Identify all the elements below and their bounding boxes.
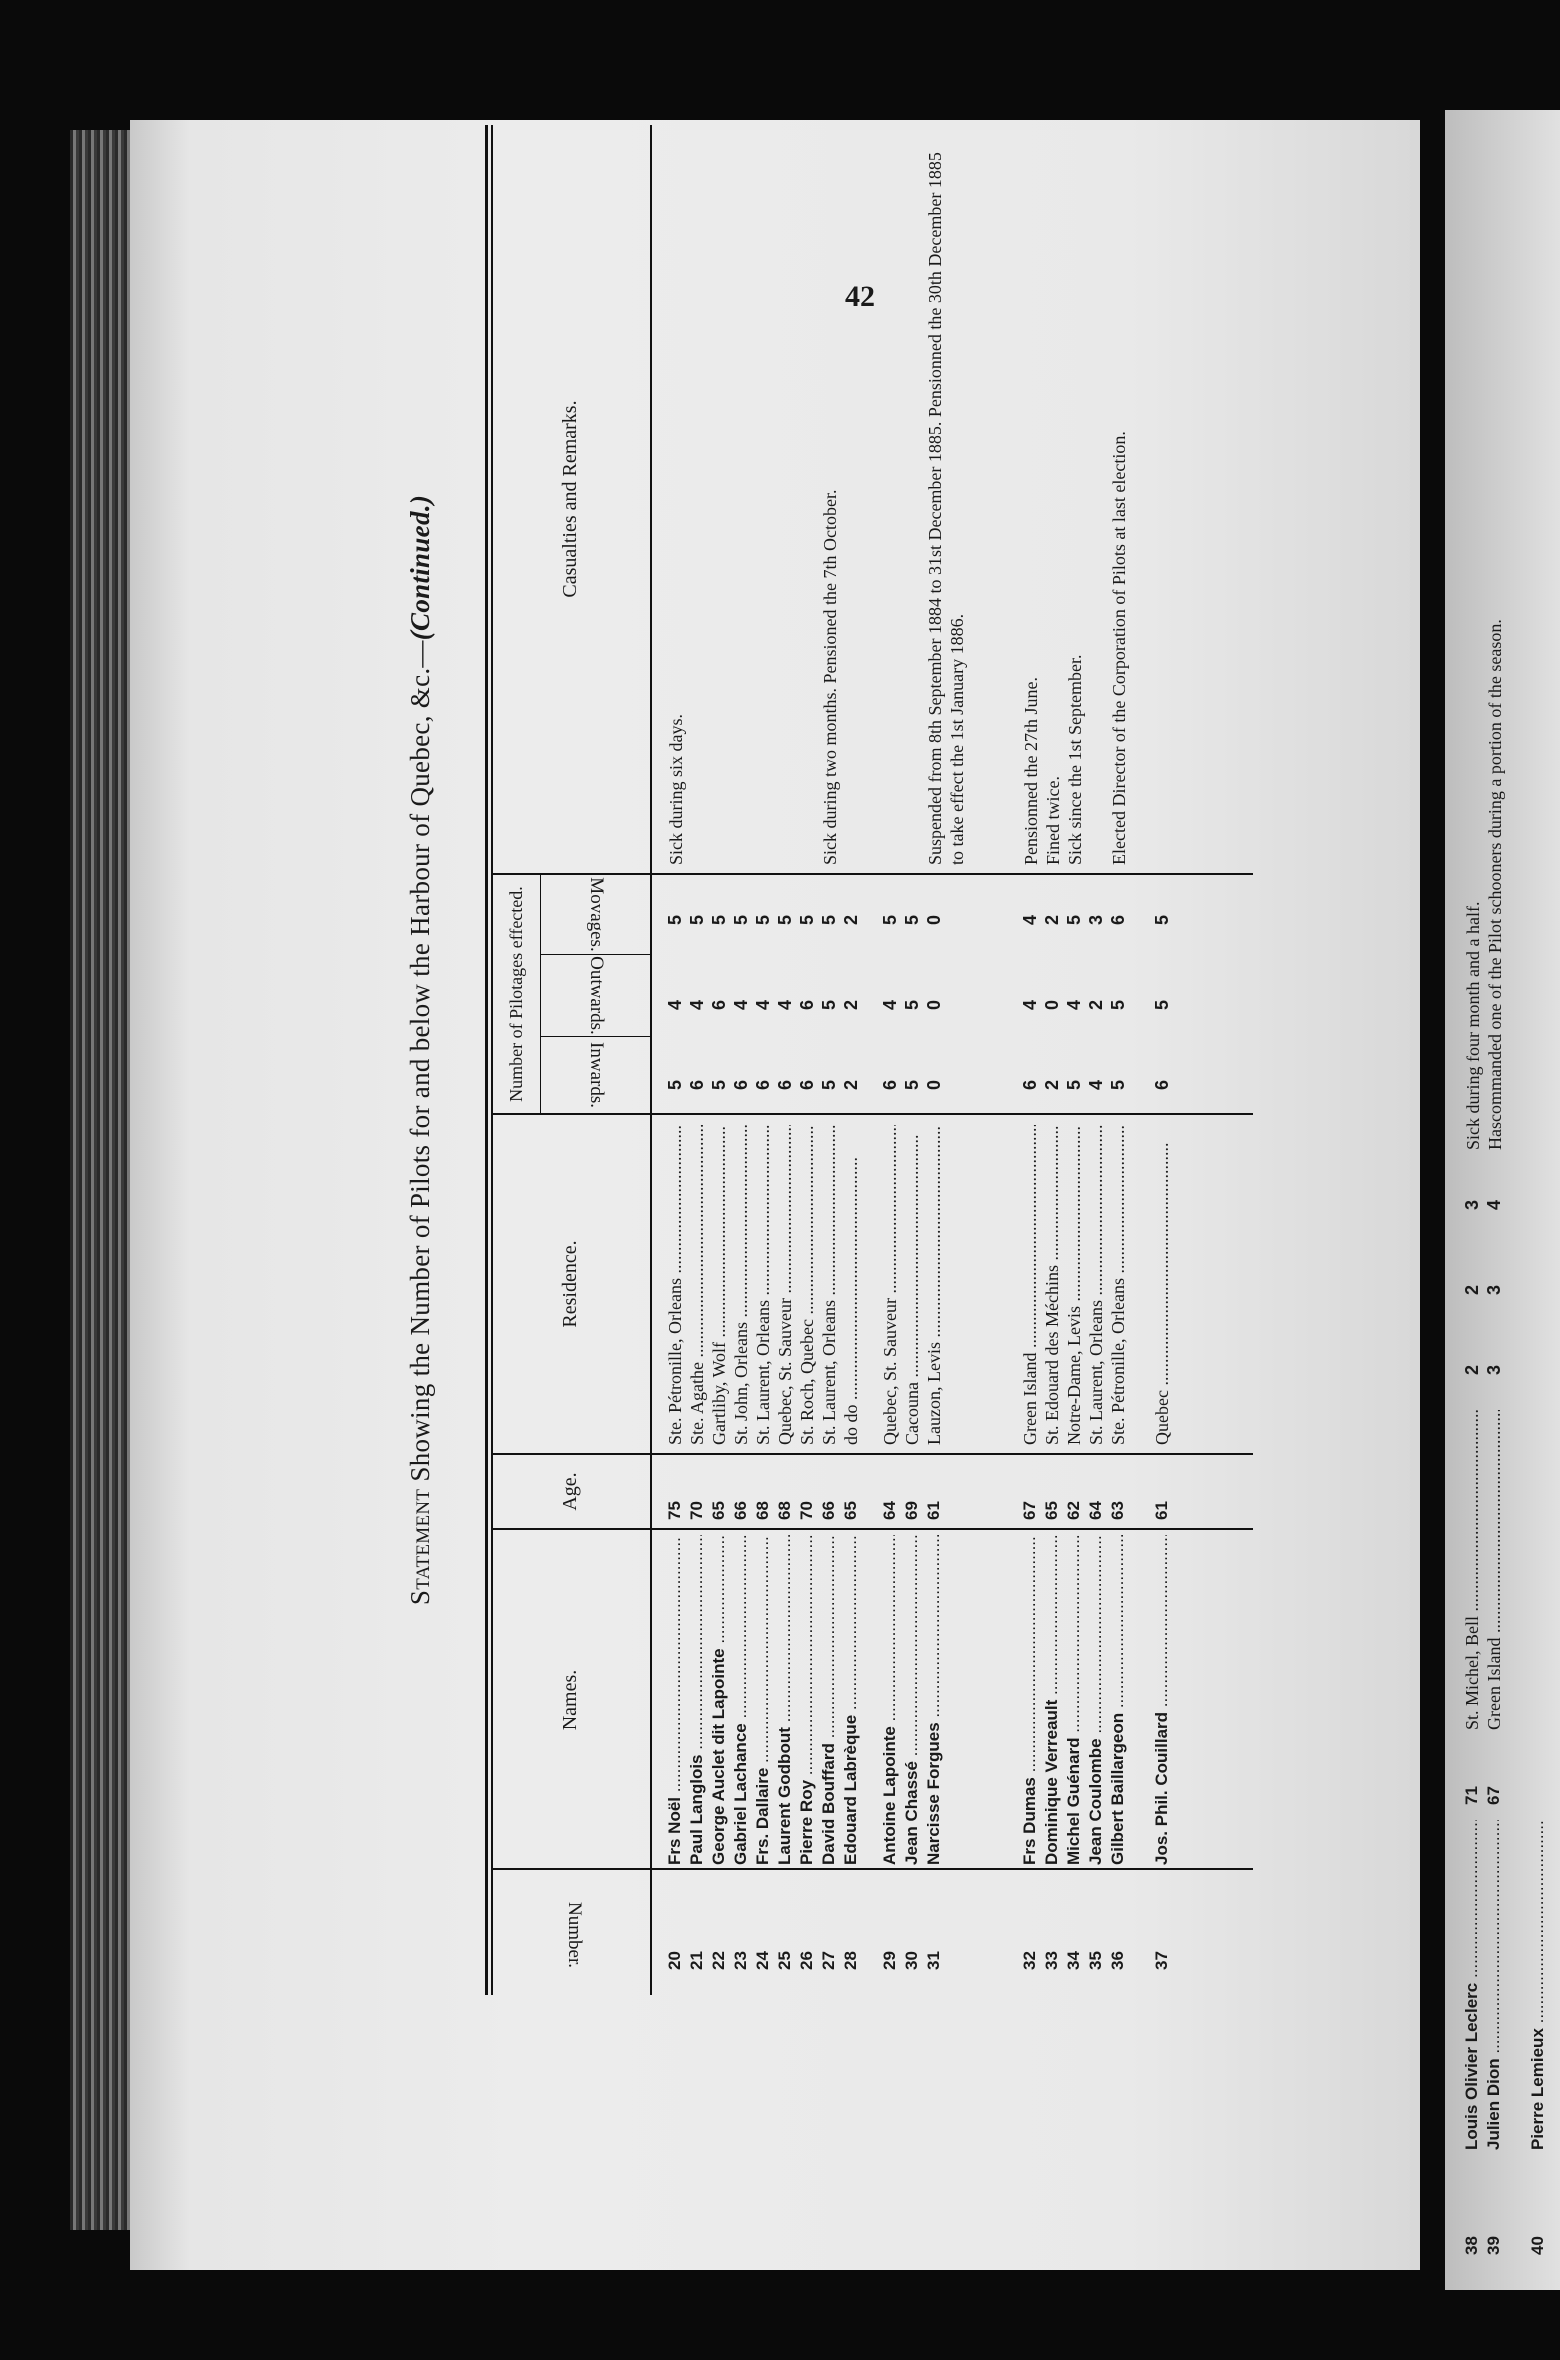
row-name: Edouard Labrèque ..... <box>841 1535 861 1865</box>
row-number: 32 <box>1020 1951 1039 1970</box>
row-inwards: 2 <box>1462 1365 1482 1376</box>
row-remarks: Sick during two months. Pensioned the 7th October. <box>820 489 840 865</box>
row-residence: St. John, Orleans ..... <box>731 1125 752 1445</box>
row-movages: 5 <box>753 915 773 926</box>
row-residence: St. Laurent, Orleans ..... <box>819 1125 840 1445</box>
row-residence: do do ..... <box>841 1125 862 1445</box>
row-name: Gabriel Lachance ..... <box>731 1535 751 1865</box>
row-name: Michel Guénard ..... <box>1064 1535 1084 1865</box>
row-number: 34 <box>1064 1951 1083 1970</box>
row-age: 68 <box>775 1501 794 1520</box>
row-inwards: 6 <box>731 1080 751 1091</box>
row-residence: Quebec, St. Sauveur ..... <box>775 1125 796 1445</box>
header-residence: Residence. <box>558 1240 581 1328</box>
row-inwards: 2 <box>841 1080 861 1091</box>
row-name: Jean Chassé ..... <box>902 1535 922 1865</box>
row-movages: 5 <box>797 915 817 926</box>
row-age: 62 <box>1064 1501 1083 1520</box>
row-number: 39 <box>1484 2236 1503 2255</box>
title-prefix: Statement <box>405 1488 435 1606</box>
row-movages: 5 <box>819 915 839 926</box>
row-outwards: 0 <box>924 1000 944 1011</box>
row-movages: 5 <box>687 915 707 926</box>
row-name: Paul Langlois ..... <box>687 1535 707 1865</box>
row-outwards: 5 <box>1152 1000 1172 1011</box>
row-name: Narcisse Forgues ..... <box>924 1535 944 1865</box>
row-name: Louis Olivier Leclerc ..... <box>1462 1820 1482 2150</box>
row-age: 69 <box>902 1501 921 1520</box>
statement-title <box>405 125 436 1975</box>
row-remarks: Sick during four month and a half. <box>1463 901 1483 1150</box>
row-inwards: 5 <box>902 1080 922 1091</box>
row-age: 68 <box>753 1501 772 1520</box>
row-remarks: Fined twice. <box>1043 776 1063 865</box>
row-inwards: 2 <box>1042 1080 1062 1091</box>
row-number: 22 <box>709 1951 728 1970</box>
row-name: George Auclet dit Lapointe ..... <box>709 1535 729 1865</box>
row-inwards: 5 <box>1064 1080 1084 1091</box>
row-inwards: 6 <box>1020 1080 1040 1091</box>
row-number: 36 <box>1108 1951 1127 1970</box>
row-age: 63 <box>1108 1501 1127 1520</box>
row-age: 64 <box>880 1501 899 1520</box>
row-residence: St. Roch, Quebec ..... <box>797 1125 818 1445</box>
row-residence: Quebec, St. Sauveur ..... <box>880 1125 901 1445</box>
header-names: Names. <box>558 1669 581 1731</box>
row-remarks: Elected Director of the Corporation of Pilots at last election. <box>1109 431 1129 865</box>
header-age: Age. <box>558 1472 581 1511</box>
pilots-table <box>485 125 1305 1970</box>
row-inwards: 0 <box>924 1080 944 1091</box>
row-age: 66 <box>731 1501 750 1520</box>
row-outwards: 4 <box>687 1000 707 1011</box>
row-outwards: 4 <box>775 1000 795 1011</box>
row-remarks: Pensionned the 27th June. <box>1021 677 1041 865</box>
row-residence: Gartliby, Wolf ..... <box>709 1125 730 1445</box>
title-continued: (Continued.) <box>405 494 435 641</box>
row-name: Frs. Dallaire ..... <box>753 1535 773 1865</box>
row-residence: St. Laurent, Orleans ..... <box>753 1125 774 1445</box>
row-residence: St. Michel, Bell ..... <box>1462 1410 1483 1730</box>
row-residence: Lauzon, Levis ..... <box>924 1125 945 1445</box>
row-movages: 3 <box>1086 915 1106 926</box>
row-residence: Notre-Dame, Levis ..... <box>1064 1125 1085 1445</box>
row-remarks: Hascommanded one of the Pilot schooners during a portion of the season. <box>1485 619 1505 1150</box>
row-movages: 5 <box>1064 915 1084 926</box>
row-number: 21 <box>687 1951 706 1970</box>
row-remarks: Sick since the 1st September. <box>1065 654 1085 865</box>
row-inwards: 5 <box>819 1080 839 1091</box>
row-residence: Quebec ..... <box>1152 1125 1173 1445</box>
row-outwards: 6 <box>709 1000 729 1011</box>
row-age: 65 <box>709 1501 728 1520</box>
row-residence: St. Edouard des Méchins ..... <box>1042 1125 1063 1445</box>
row-movages: 2 <box>1042 915 1062 926</box>
row-outwards: 4 <box>665 1000 685 1011</box>
row-number: 24 <box>753 1951 772 1970</box>
row-inwards: 5 <box>709 1080 729 1091</box>
row-name: Antoine Lapointe ..... <box>880 1535 900 1865</box>
row-inwards: 4 <box>1086 1080 1106 1091</box>
row-age: 65 <box>1042 1501 1061 1520</box>
top-rule <box>485 125 488 1995</box>
header-remarks: Casualties and Remarks. <box>558 400 581 598</box>
row-name: Pierre Lemieux ..... <box>1528 1820 1548 2150</box>
row-age: 75 <box>665 1501 684 1520</box>
row-number: 27 <box>819 1951 838 1970</box>
row-age: 67 <box>1020 1501 1039 1520</box>
row-name: Julien Dion ..... <box>1484 1820 1504 2150</box>
header-pilotages: Number of Pilotages effected. <box>506 886 526 1102</box>
row-inwards: 5 <box>665 1080 685 1091</box>
row-name: Jean Coulombe ..... <box>1086 1535 1106 1865</box>
row-name: Gilbert Baillargeon ..... <box>1108 1535 1128 1865</box>
row-movages: 5 <box>775 915 795 926</box>
row-movages: 5 <box>731 915 751 926</box>
row-outwards: 4 <box>1064 1000 1084 1011</box>
row-movages: 3 <box>1462 1200 1482 1211</box>
row-residence: St. Laurent, Orleans ..... <box>1086 1125 1107 1445</box>
row-remarks: Suspended from 8th September 1884 to 31st December 1885. Pensionned the 30th December 1885 to take effect the 1st January 1886. <box>925 152 967 865</box>
row-number: 38 <box>1462 2236 1481 2255</box>
row-movages: 4 <box>1484 1200 1504 1211</box>
header-movages: Movages. <box>586 877 607 952</box>
row-number: 28 <box>841 1951 860 1970</box>
next-page-rows <box>1452 440 1560 2290</box>
row-age: 61 <box>924 1501 943 1520</box>
header-inwards: Inwards. <box>586 1042 607 1108</box>
row-outwards: 4 <box>1020 1000 1040 1011</box>
row-inwards: 6 <box>753 1080 773 1091</box>
row-age: 70 <box>687 1501 706 1520</box>
row-inwards: 6 <box>1152 1080 1172 1091</box>
row-age: 64 <box>1086 1501 1105 1520</box>
row-movages: 5 <box>709 915 729 926</box>
row-movages: 4 <box>1020 915 1040 926</box>
row-inwards: 6 <box>797 1080 817 1091</box>
header-number: Number. <box>564 1902 585 1968</box>
row-residence: Ste. Pétronille, Orleans ..... <box>665 1125 686 1445</box>
row-number: 23 <box>731 1951 750 1970</box>
header-outwards: Outwards. <box>586 956 607 1035</box>
row-age: 61 <box>1152 1501 1171 1520</box>
row-number: 31 <box>924 1951 943 1970</box>
rotated-statement <box>405 125 1305 1975</box>
page-number: 42 <box>845 280 875 313</box>
row-number: 29 <box>880 1951 899 1970</box>
title-main: Showing the Number of Pilots for and below the Harbour of Quebec, &c.— <box>405 640 435 1482</box>
row-outwards: 4 <box>731 1000 751 1011</box>
row-name: Laurent Godbout ..... <box>775 1535 795 1865</box>
row-inwards: 3 <box>1484 1365 1504 1376</box>
row-movages: 2 <box>841 915 861 926</box>
row-inwards: 6 <box>775 1080 795 1091</box>
row-number: 40 <box>1528 2236 1547 2255</box>
row-age: 70 <box>797 1501 816 1520</box>
row-age: 65 <box>841 1501 860 1520</box>
row-residence: Green Island ..... <box>1020 1125 1041 1445</box>
row-movages: 5 <box>880 915 900 926</box>
row-outwards: 0 <box>1042 1000 1062 1011</box>
row-age: 71 <box>1462 1786 1481 1805</box>
row-number: 37 <box>1152 1951 1171 1970</box>
row-movages: 5 <box>665 915 685 926</box>
row-inwards: 6 <box>880 1080 900 1091</box>
book-spine <box>70 130 132 2230</box>
row-movages: 0 <box>924 915 944 926</box>
row-outwards: 5 <box>1108 1000 1128 1011</box>
row-remarks: Sick during six days. <box>666 714 686 865</box>
row-age: 67 <box>1484 1786 1503 1805</box>
row-residence: Cacouna ..... <box>902 1125 923 1445</box>
row-name: Frs Dumas ..... <box>1020 1535 1040 1865</box>
row-outwards: 2 <box>1086 1000 1106 1011</box>
row-outwards: 3 <box>1484 1285 1504 1296</box>
row-movages: 5 <box>902 915 922 926</box>
row-movages: 5 <box>1152 915 1172 926</box>
row-name: Pierre Roy ..... <box>797 1535 817 1865</box>
row-residence: Ste. Pétronille, Orleans ..... <box>1108 1125 1129 1445</box>
row-inwards: 6 <box>687 1080 707 1091</box>
row-number: 33 <box>1042 1951 1061 1970</box>
row-inwards: 5 <box>1108 1080 1128 1091</box>
row-outwards: 2 <box>1462 1285 1482 1296</box>
row-name: David Bouffard ..... <box>819 1535 839 1865</box>
row-outwards: 5 <box>819 1000 839 1011</box>
row-outwards: 5 <box>902 1000 922 1011</box>
row-outwards: 4 <box>880 1000 900 1011</box>
row-number: 20 <box>665 1951 684 1970</box>
col-rule-names <box>493 1868 1253 1870</box>
row-residence: Green Island ..... <box>1484 1410 1505 1730</box>
row-movages: 6 <box>1108 915 1128 926</box>
row-number: 25 <box>775 1951 794 1970</box>
row-name: Jos. Phil. Couillard ..... <box>1152 1535 1172 1865</box>
row-number: 35 <box>1086 1951 1105 1970</box>
row-number: 30 <box>902 1951 921 1970</box>
row-outwards: 4 <box>753 1000 773 1011</box>
row-residence: Ste. Agathe ..... <box>687 1125 708 1445</box>
row-outwards: 6 <box>797 1000 817 1011</box>
row-name: Frs Noël ..... <box>665 1535 685 1865</box>
col-rule-age <box>493 1528 1253 1530</box>
row-name: Dominique Verreault ..... <box>1042 1535 1062 1865</box>
row-number: 26 <box>797 1951 816 1970</box>
row-outwards: 2 <box>841 1000 861 1011</box>
row-age: 66 <box>819 1501 838 1520</box>
